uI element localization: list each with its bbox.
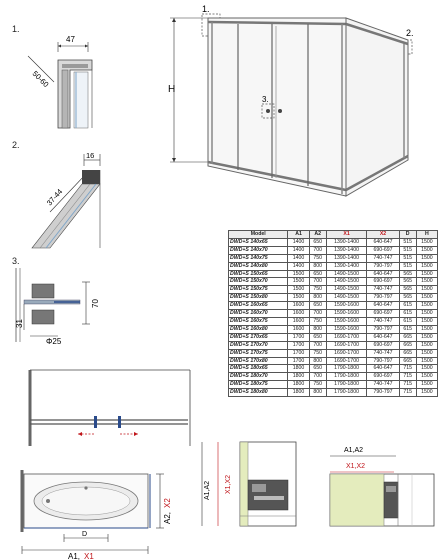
table-row [229, 325, 438, 333]
callout-3-label: 3. [12, 256, 20, 266]
table-cell: 615 [399, 325, 416, 333]
table-cell: 650 [309, 270, 326, 278]
table-row [229, 294, 438, 302]
table-cell: 615 [399, 310, 416, 318]
table-row [229, 278, 438, 286]
table-cell: 615 [399, 302, 416, 310]
table-cell: DWD+S 160x65 [229, 302, 288, 310]
table-cell: DWD+S 160x80 [229, 325, 288, 333]
table-cell: 1600 [288, 325, 309, 333]
table-row [229, 254, 438, 262]
table-cell: 515 [399, 254, 416, 262]
plan-a1-label: A1, [68, 552, 81, 560]
table-cell: 1390-1400 [326, 238, 367, 246]
table-cell: 715 [399, 365, 416, 373]
table-cell: 1390-1400 [326, 262, 367, 270]
table-cell: 565 [399, 286, 416, 294]
table-cell: 1500 [416, 357, 437, 365]
table-row [229, 262, 438, 270]
table-cell: 1500 [416, 349, 437, 357]
table-cell: 1700 [288, 357, 309, 365]
table-cell: DWD+S 160x70 [229, 310, 288, 318]
table-cell: DWD+S 170x65 [229, 333, 288, 341]
table-cell: 565 [399, 270, 416, 278]
table-cell: 665 [399, 333, 416, 341]
table-cell: 1600 [288, 310, 309, 318]
table-cell: DWD+S 180x75 [229, 381, 288, 389]
table-cell: 1800 [288, 373, 309, 381]
table-cell: 740-747 [367, 317, 399, 325]
main-height-label: H [168, 84, 176, 95]
detail-1-angle-dim: 50-60 [30, 69, 51, 89]
table-cell: 800 [309, 357, 326, 365]
table-cell: 1790-1800 [326, 373, 367, 381]
header-a1: A1 [288, 231, 309, 239]
table-cell: 700 [309, 278, 326, 286]
table-cell: 1700 [288, 333, 309, 341]
table-cell: 1690-1700 [326, 333, 367, 341]
table-cell: DWD+S 150x80 [229, 294, 288, 302]
table-cell: 715 [399, 389, 416, 397]
table-cell: 1690-1700 [326, 349, 367, 357]
table-cell: 750 [309, 317, 326, 325]
table-cell: 1400 [288, 262, 309, 270]
table-cell: 1590-1600 [326, 310, 367, 318]
table-cell: 1500 [416, 286, 437, 294]
table-cell: 1500 [416, 389, 437, 397]
plan-x2-label: X2 [163, 498, 172, 508]
table-row [229, 302, 438, 310]
table-cell: 1590-1600 [326, 317, 367, 325]
table-cell: 650 [309, 333, 326, 341]
table-cell: 665 [399, 357, 416, 365]
table-cell: 1800 [288, 365, 309, 373]
table-cell: DWD+S 170x70 [229, 341, 288, 349]
table-cell: 1600 [288, 302, 309, 310]
table-cell: 690-697 [367, 246, 399, 254]
table-cell: DWD+S 150x75 [229, 286, 288, 294]
table-cell: 1690-1700 [326, 341, 367, 349]
table-cell: 690-697 [367, 341, 399, 349]
table-cell: 1790-1800 [326, 381, 367, 389]
table-cell: 740-747 [367, 381, 399, 389]
table-cell: 800 [309, 262, 326, 270]
main-tag-2: 2. [406, 28, 414, 38]
plan-d-label: D [82, 531, 88, 538]
spec-table-header-row [229, 231, 438, 239]
table-cell: 1500 [416, 270, 437, 278]
table-cell: 1400 [288, 254, 309, 262]
table-cell: 1390-1400 [326, 246, 367, 254]
table-cell: 800 [309, 294, 326, 302]
table-cell: 790-797 [367, 262, 399, 270]
table-cell: DWD+S 140x70 [229, 246, 288, 254]
table-row [229, 389, 438, 397]
table-cell: 1500 [416, 278, 437, 286]
table-cell: 740-747 [367, 349, 399, 357]
table-row [229, 246, 438, 254]
table-cell: 790-797 [367, 357, 399, 365]
table-cell: 650 [309, 302, 326, 310]
table-cell: 750 [309, 349, 326, 357]
table-cell: 515 [399, 238, 416, 246]
table-cell: 690-697 [367, 310, 399, 318]
table-cell: DWD+S 180x80 [229, 389, 288, 397]
main-tag-1: 1. [202, 4, 210, 14]
table-cell: 1500 [288, 294, 309, 302]
header-x1: X1 [326, 231, 367, 239]
table-row [229, 238, 438, 246]
table-cell: 1690-1700 [326, 357, 367, 365]
table-row [229, 357, 438, 365]
table-cell: 800 [309, 389, 326, 397]
table-cell: 740-747 [367, 254, 399, 262]
table-cell: 640-647 [367, 365, 399, 373]
detail-3-diameter-dim: Φ25 [46, 337, 62, 346]
table-cell: 690-697 [367, 373, 399, 381]
table-cell: 640-647 [367, 302, 399, 310]
table-row [229, 286, 438, 294]
table-cell: 700 [309, 310, 326, 318]
table-cell: 665 [399, 349, 416, 357]
table-cell: DWD+S 180x70 [229, 373, 288, 381]
table-cell: 1400 [288, 238, 309, 246]
table-row [229, 341, 438, 349]
table-cell: 690-697 [367, 278, 399, 286]
table-cell: 1490-1500 [326, 294, 367, 302]
table-cell: 565 [399, 294, 416, 302]
table-cell: 1500 [416, 254, 437, 262]
table-cell: 640-647 [367, 270, 399, 278]
section-left [200, 438, 300, 530]
table-cell: 1700 [288, 341, 309, 349]
table-cell: 1500 [288, 270, 309, 278]
table-cell: 750 [309, 381, 326, 389]
table-cell: 640-647 [367, 238, 399, 246]
table-cell: 1600 [288, 317, 309, 325]
header-a2: A2 [309, 231, 326, 239]
table-row [229, 317, 438, 325]
table-cell: 665 [399, 341, 416, 349]
table-row [229, 381, 438, 389]
header-h: H [416, 231, 437, 239]
table-cell: 1390-1400 [326, 254, 367, 262]
table-cell: 1500 [416, 341, 437, 349]
section-right-x-label: X1,X2 [346, 463, 366, 470]
table-cell: DWD+S 140x75 [229, 254, 288, 262]
table-row [229, 373, 438, 381]
detail-1-width-dim: 47 [66, 35, 75, 44]
table-row [229, 365, 438, 373]
table-row [229, 270, 438, 278]
table-cell: 1490-1500 [326, 270, 367, 278]
table-cell: 515 [399, 246, 416, 254]
table-cell: DWD+S 140x65 [229, 238, 288, 246]
table-cell: 1500 [416, 262, 437, 270]
main-tag-3: 3. [262, 95, 269, 104]
table-cell: 700 [309, 373, 326, 381]
table-cell: 740-747 [367, 286, 399, 294]
table-cell: 750 [309, 254, 326, 262]
detail-3-offset-dim: 31 [15, 319, 24, 328]
table-cell: DWD+S 170x75 [229, 349, 288, 357]
header-model: Model [229, 231, 288, 239]
table-cell: 1500 [416, 325, 437, 333]
table-cell: 650 [309, 365, 326, 373]
table-row [229, 333, 438, 341]
table-cell: 1400 [288, 246, 309, 254]
table-cell: 1500 [288, 278, 309, 286]
spec-table-body [229, 238, 438, 396]
table-cell: 700 [309, 341, 326, 349]
table-cell: 790-797 [367, 294, 399, 302]
table-cell: 1500 [416, 333, 437, 341]
table-cell: 640-647 [367, 333, 399, 341]
table-cell: DWD+S 150x70 [229, 278, 288, 286]
detail-2-floor-profile [10, 148, 110, 250]
section-right [326, 438, 438, 530]
detail-2-top-dim: 16 [86, 151, 95, 160]
table-cell: DWD+S 140x80 [229, 262, 288, 270]
detail-3-height-dim: 70 [91, 299, 100, 308]
table-cell: 1500 [416, 310, 437, 318]
table-cell: 515 [399, 262, 416, 270]
plan-a2-label: A2, [163, 511, 172, 524]
table-cell: 1500 [416, 381, 437, 389]
section-right-a-label: A1,A2 [344, 447, 364, 454]
table-cell: 1490-1500 [326, 286, 367, 294]
table-cell: 790-797 [367, 325, 399, 333]
table-cell: DWD+S 160x75 [229, 317, 288, 325]
spec-table [228, 230, 438, 397]
table-cell: 1590-1600 [326, 325, 367, 333]
table-cell: 1590-1600 [326, 302, 367, 310]
table-cell: 1500 [416, 365, 437, 373]
table-cell: 1500 [416, 238, 437, 246]
table-cell: 1500 [416, 246, 437, 254]
section-left-a-label: A1,A2 [204, 480, 211, 500]
table-cell: DWD+S 150x65 [229, 270, 288, 278]
table-cell: 1490-1500 [326, 278, 367, 286]
table-cell: 715 [399, 381, 416, 389]
table-cell: 1500 [416, 317, 437, 325]
section-left-x-label: X1,X2 [225, 474, 232, 494]
plan-view-bathtub [8, 466, 178, 560]
table-cell: 1800 [288, 381, 309, 389]
table-cell: 1790-1800 [326, 389, 367, 397]
table-cell: 615 [399, 317, 416, 325]
table-cell: 1500 [288, 286, 309, 294]
header-d: D [399, 231, 416, 239]
table-cell: 700 [309, 246, 326, 254]
table-cell: 715 [399, 373, 416, 381]
table-cell: DWD+S 170x80 [229, 357, 288, 365]
plan-view-doors [14, 364, 194, 454]
table-cell: 800 [309, 325, 326, 333]
table-cell: 1790-1800 [326, 365, 367, 373]
table-cell: 750 [309, 286, 326, 294]
table-cell: 1500 [416, 373, 437, 381]
detail-1-corner-profile [10, 30, 110, 130]
plan-x1-label: X1 [84, 552, 94, 560]
table-cell: 650 [309, 238, 326, 246]
detail-2-range-dim: 37-44 [44, 187, 65, 208]
table-cell: DWD+S 180x65 [229, 365, 288, 373]
table-cell: 565 [399, 278, 416, 286]
detail-3-handle [10, 262, 110, 346]
table-row [229, 310, 438, 318]
table-cell: 1800 [288, 389, 309, 397]
table-cell: 1700 [288, 349, 309, 357]
table-row [229, 349, 438, 357]
callout-2-label: 2. [12, 140, 20, 150]
header-x2: X2 [367, 231, 399, 239]
table-cell: 1500 [416, 294, 437, 302]
table-cell: 1500 [416, 302, 437, 310]
table-cell: 790-797 [367, 389, 399, 397]
main-enclosure-view [168, 0, 443, 200]
callout-1-label: 1. [12, 24, 20, 34]
